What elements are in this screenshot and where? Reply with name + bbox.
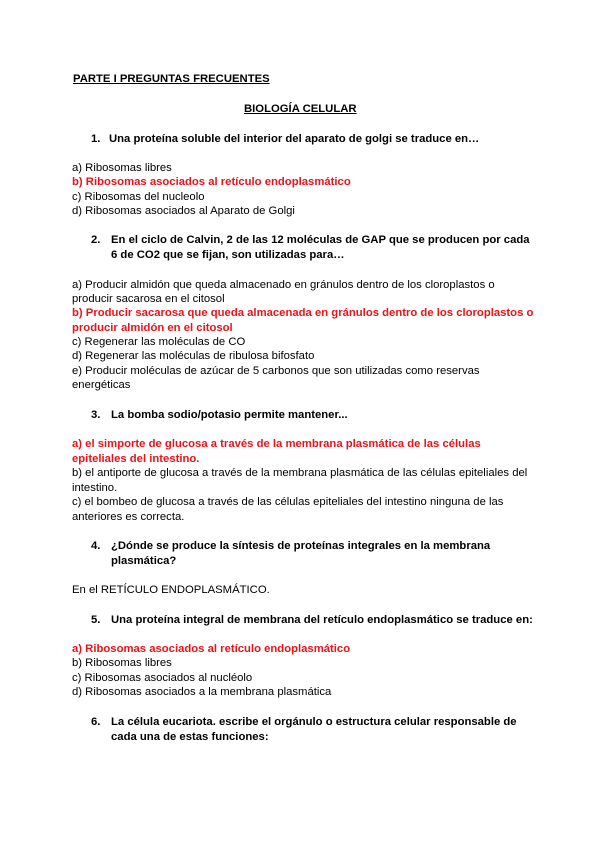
q5-option-b: b) Ribosomas libres — [72, 657, 172, 669]
question-text-line-1: ¿Dónde se produce la síntesis de proteínas integrales en la membrana — [111, 540, 491, 552]
question-text: Una proteína soluble del interior del aparato de golgi se traduce en… — [109, 133, 480, 145]
q3-option-a-correct-line-2: epiteliales del intestino. — [72, 453, 200, 465]
question-text-line-1: En el ciclo de Calvin, 2 de las 12 moléculas de GAP que se producen por cada — [111, 234, 530, 246]
question-number: 6. — [91, 716, 101, 728]
q1-option-b-correct: b) Ribosomas asociados al retículo endoplasmático — [72, 176, 351, 188]
question-text: La bomba sodio/potasio permite mantener... — [111, 409, 348, 421]
question-text-line-1: La célula eucariota. escribe el orgánulo o estructura celular responsable de — [111, 716, 517, 728]
q2-option-a-line-1: a) Producir almidón que queda almacenado en gránulos dentro de los cloroplastos o — [72, 279, 495, 291]
question-2 — [91, 233, 530, 247]
question-6-line-2: cada una de estas funciones: — [111, 731, 269, 743]
q2-option-b-correct-line-1: b) Producir sacarosa que queda almacenada en gránulos dentro de los cloroplastos o — [72, 307, 534, 319]
q1-option-a: a) Ribosomas libres — [72, 162, 172, 174]
q2-option-e-line-1: e) Producir moléculas de azúcar de 5 carbonos que son utilizadas como reservas — [72, 365, 480, 377]
question-3 — [91, 408, 348, 422]
question-text: Una proteína integral de membrana del retículo endoplasmático se traduce en: — [111, 614, 533, 626]
question-4 — [91, 539, 490, 553]
question-number: 3. — [91, 409, 101, 421]
q3-option-c-line-1: c) el bombeo de glucosa a través de las células epiteliales del intestino ninguna de las — [72, 496, 504, 508]
question-4-line-2: plasmática? — [111, 555, 177, 567]
q2-option-e-line-2: energéticas — [72, 379, 131, 391]
q4-answer: En el RETÍCULO ENDOPLASMÁTICO. — [72, 584, 270, 596]
question-number: 4. — [91, 540, 101, 552]
question-number: 5. — [91, 614, 101, 626]
q2-option-b-correct-line-2: producir almidón en el citosol — [72, 322, 233, 334]
subject-title: BIOLOGÍA CELULAR — [244, 103, 357, 115]
question-2-line-2: 6 de CO2 que se fijan, son utilizadas para… — [111, 249, 345, 261]
header-title: PARTE I PREGUNTAS FRECUENTES — [73, 73, 270, 85]
question-number: 2. — [91, 234, 101, 246]
question-6 — [91, 715, 517, 729]
q5-option-d: d) Ribosomas asociados a la membrana plasmática — [72, 686, 332, 698]
q3-option-a-correct-line-1: a) el simporte de glucosa a través de la membrana plasmática de las células — [72, 438, 481, 450]
q3-option-c-line-2: anteriores es correcta. — [72, 511, 185, 523]
question-1 — [91, 132, 479, 146]
q2-option-a-line-2: producir sacarosa en el citosol — [72, 293, 225, 305]
q2-option-c: c) Regenerar las moléculas de CO — [72, 336, 246, 348]
q3-option-b-line-1: b) el antiporte de glucosa a través de la membrana plasmática de las células epiteliales del — [72, 467, 528, 479]
q2-option-d: d) Regenerar las moléculas de ribulosa bifosfato — [72, 350, 315, 362]
q3-option-b-line-2: intestino. — [72, 482, 118, 494]
q1-option-d: d) Ribosomas asociados al Aparato de Golgi — [72, 205, 295, 217]
question-number: 1. — [91, 133, 101, 145]
q5-option-a-correct: a) Ribosomas asociados al retículo endoplasmático — [72, 643, 351, 655]
q5-option-c: c) Ribosomas asociados al nucléolo — [72, 672, 253, 684]
question-5 — [91, 613, 533, 627]
q1-option-c: c) Ribosomas del nucleolo — [72, 191, 205, 203]
